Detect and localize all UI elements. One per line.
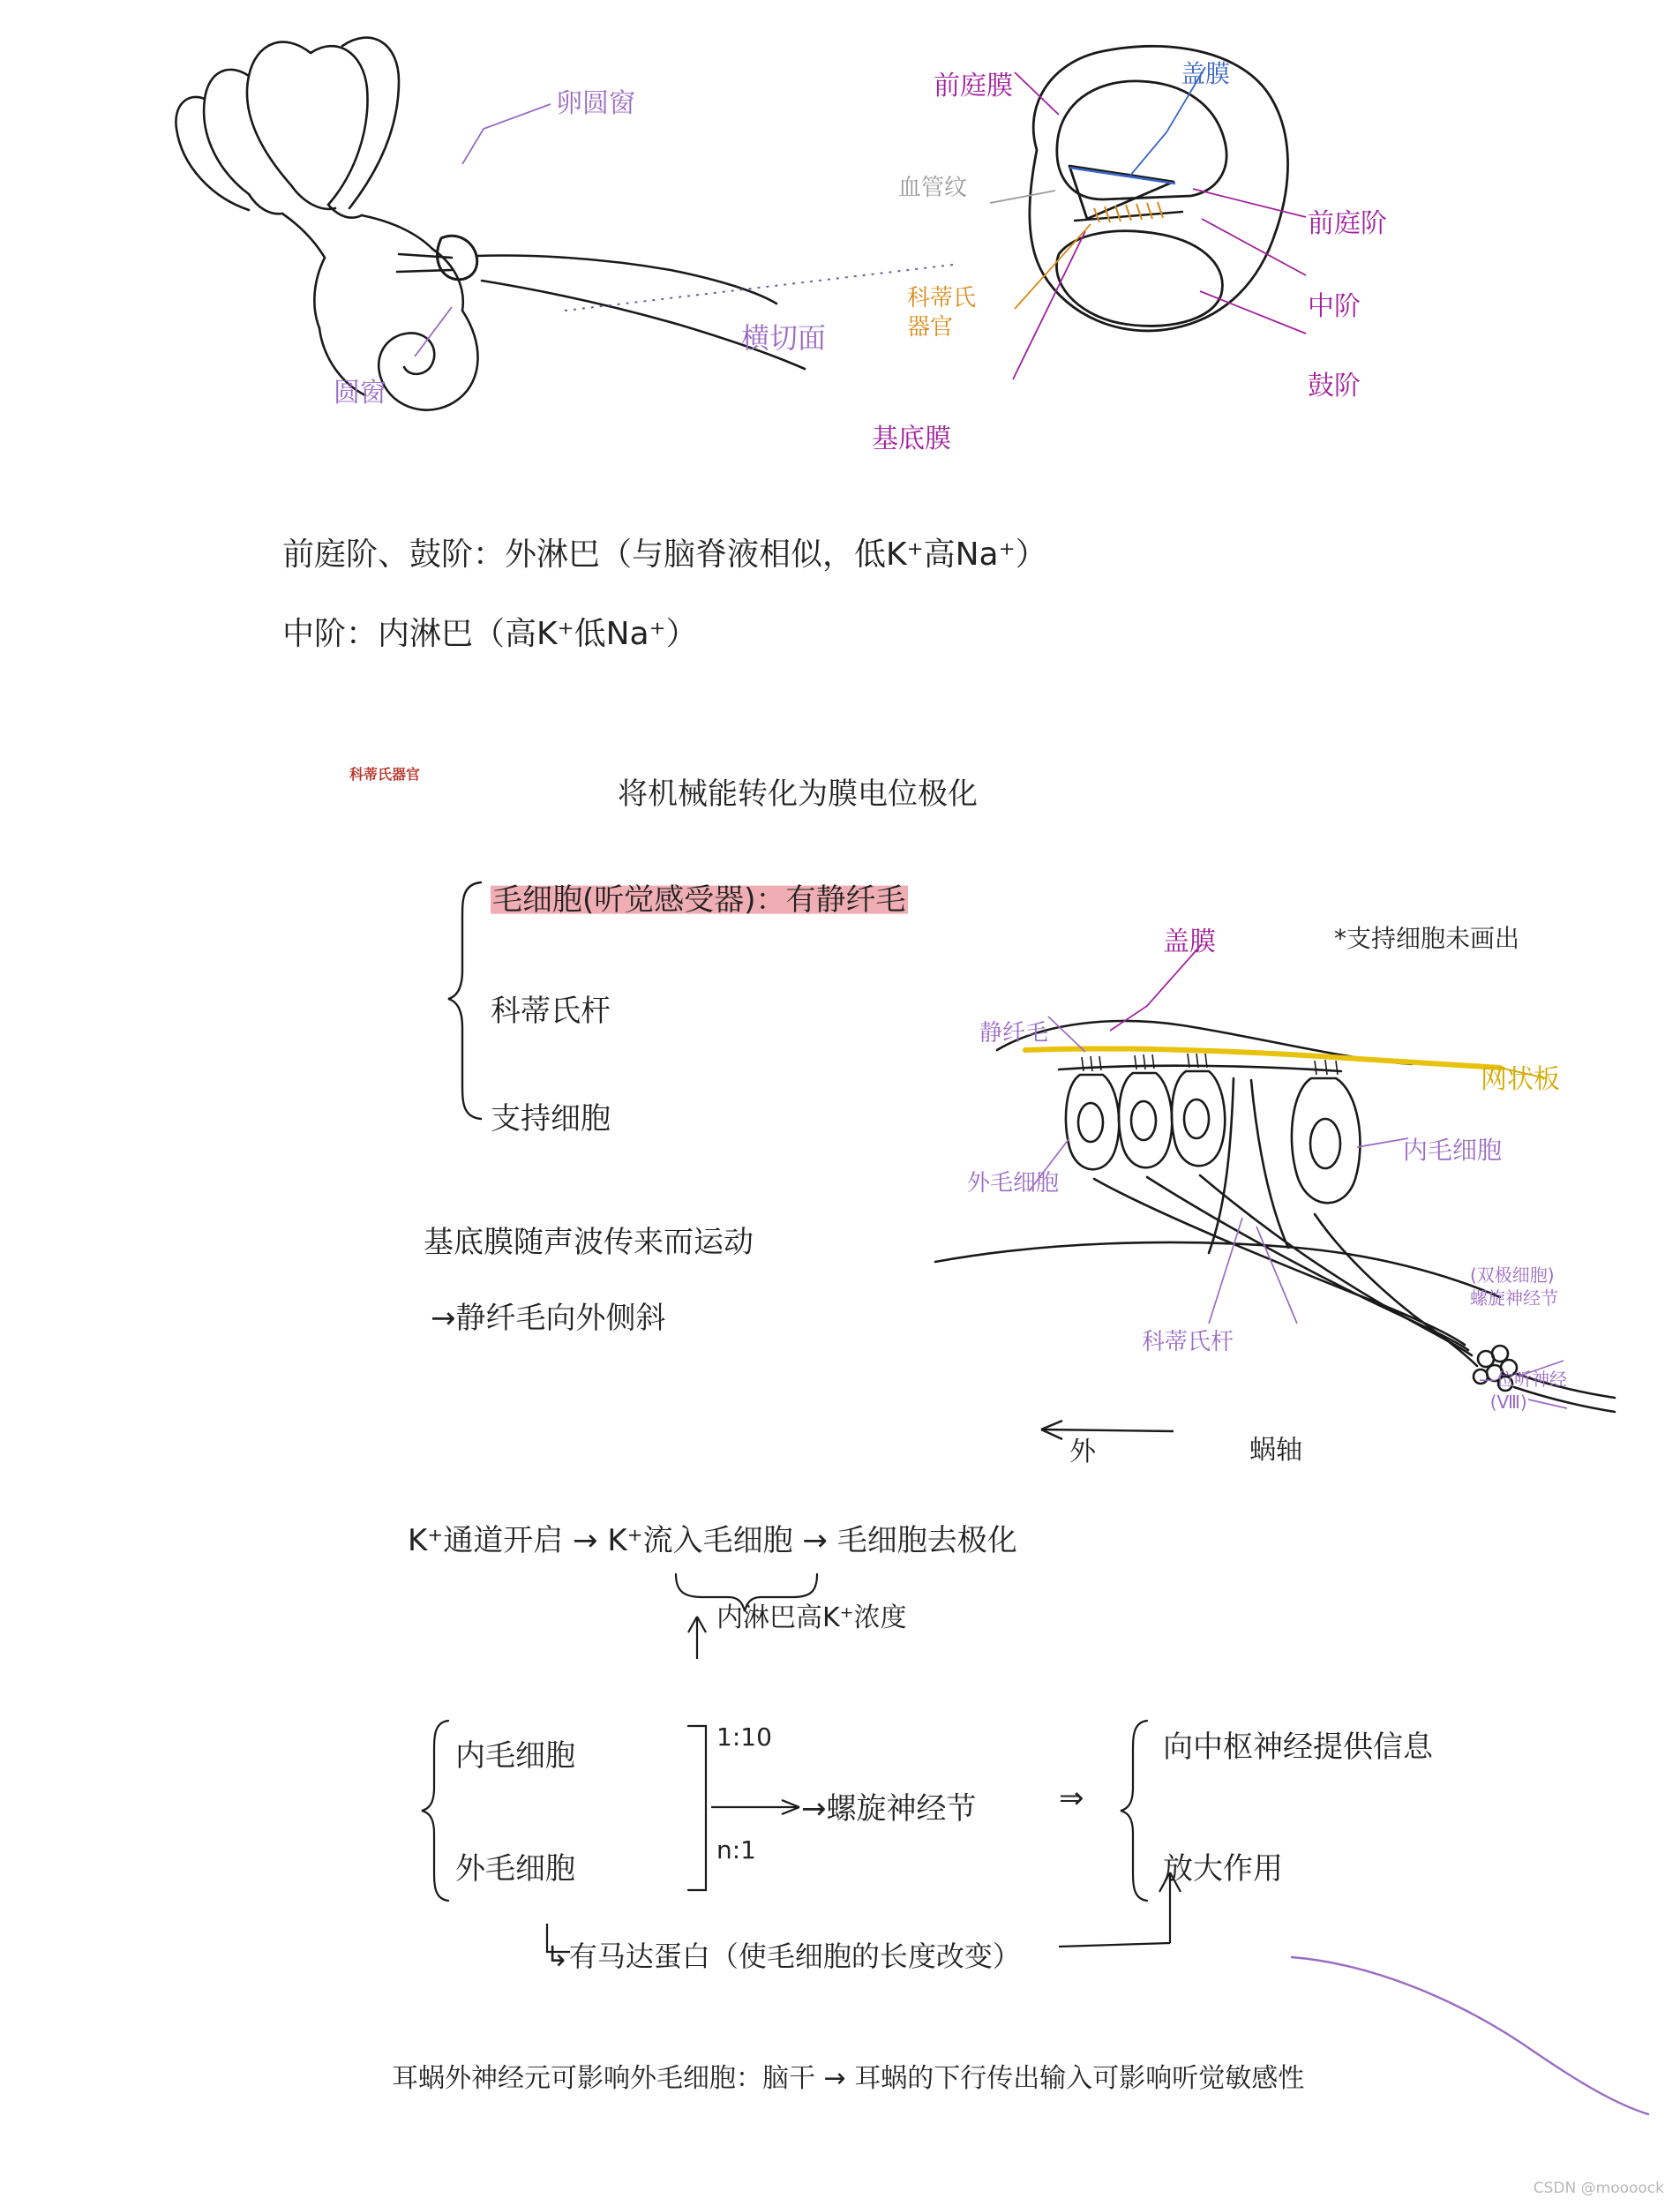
label-tectorial-membrane-top: 盖膜: [1181, 59, 1231, 88]
label-corti-rod-detail: 科蒂氏杆: [1142, 1329, 1234, 1355]
label-stria-vascularis: 血管纹: [898, 175, 968, 201]
ratio-inner-cell-label: 内毛细胞: [455, 1738, 575, 1774]
note-basilar-motion-1: 基底膜随声波传来而运动: [424, 1225, 754, 1260]
label-inner-hair-cell: 内毛细胞: [1403, 1136, 1503, 1165]
hair-cell-highlight: 毛细胞(听觉感受器)：有静纤毛: [492, 882, 906, 918]
cochlea-cross-section-drawing: [0, 0, 1680, 494]
label-reticular-lamina: 网状板: [1481, 1064, 1560, 1095]
list-item-support-cell: 支持细胞: [491, 1101, 611, 1137]
label-tectorial-membrane: 盖膜: [1163, 927, 1216, 957]
ratio-outer-cell-label: 外毛细胞: [455, 1851, 575, 1887]
label-vestibular-membrane: 前庭膜: [934, 71, 1013, 101]
note-motor-protein: ↳有马达蛋白（使毛细胞的长度改变）: [545, 1940, 1021, 1973]
label-scala-tympani: 鼓阶: [1308, 371, 1361, 401]
ratio-result-amplify: 放大作用: [1163, 1851, 1283, 1887]
corti-title: 科蒂氏器官: [349, 766, 421, 783]
ratio-arrow-target: →螺旋神经节: [801, 1791, 977, 1827]
label-spiral-ganglion: (双极细胞) 螺旋神经节: [1470, 1264, 1558, 1309]
label-organ-of-corti-top: 科蒂氏 器官: [907, 285, 977, 341]
watermark: CSDN @moooock: [1533, 2180, 1664, 2197]
note-efferent: 耳蜗外神经元可影响外毛细胞：脑干 → 耳蜗的下行传出输入可影响听觉敏感性: [392, 2063, 1305, 2094]
label-basilar-membrane: 基底膜: [872, 424, 951, 454]
note-basilar-motion-2: →静纤毛向外侧斜: [431, 1301, 666, 1336]
list-item-corti-rod: 科蒂氏杆: [491, 994, 611, 1029]
axis-label-outer: 外: [1069, 1437, 1096, 1467]
label-scala-media: 中阶: [1308, 291, 1361, 322]
ratio-implies: ⇒: [1059, 1781, 1084, 1816]
note-k-flow: K⁺通道开启 → K⁺流入毛细胞 → 毛细胞去极化: [408, 1523, 1017, 1558]
ratio-result-central: 向中枢神经提供信息: [1163, 1730, 1433, 1765]
corti-title-desc: 将机械能转化为膜电位极化: [618, 777, 978, 812]
note-support-cells-not-drawn: *支持细胞未画出: [1334, 924, 1520, 953]
label-cross-section: 横切面: [741, 321, 827, 355]
label-vestibulocochlear-nerve: —位听神经 (Ⅷ): [1479, 1369, 1567, 1413]
label-round-window: 圆窗: [334, 378, 386, 409]
organ-of-corti-drawing: [0, 882, 1680, 1500]
note-line-1: 前庭阶、鼓阶：外淋巴（与脑脊液相似，低K⁺高Na⁺）: [282, 536, 1047, 573]
label-stereocilia: 静纤毛: [979, 1020, 1049, 1047]
label-oval-window: 卵圆窗: [556, 88, 635, 119]
ratio-value-inner: 1:10: [716, 1722, 772, 1752]
amplify-link-line: [0, 1880, 1680, 2056]
label-scala-vestibuli: 前庭阶: [1308, 208, 1387, 239]
label-outer-hair-cell: 外毛细胞: [967, 1170, 1060, 1197]
ratio-value-outer: n:1: [716, 1835, 756, 1865]
note-line-2: 中阶：内淋巴（高K⁺低Na⁺）: [282, 616, 698, 652]
axis-label-cochlear-axis: 蜗轴: [1249, 1435, 1302, 1466]
note-k-flow-sub: 内淋巴高K⁺浓度: [716, 1602, 907, 1633]
